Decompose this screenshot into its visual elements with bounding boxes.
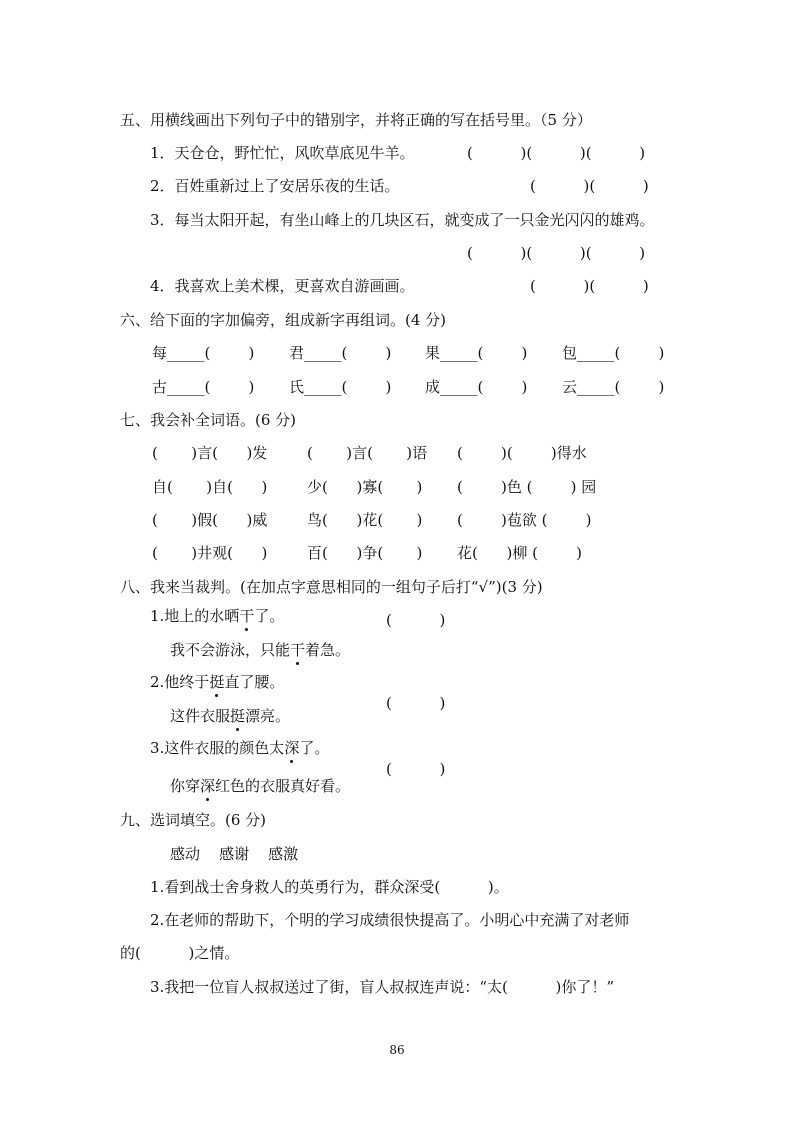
- sec8-group-1-answer[interactable]: ( ): [386, 611, 446, 629]
- sec7-idiom: 少( )寡( ): [307, 478, 423, 496]
- sec6-item: 成_____( ): [425, 378, 528, 396]
- sec5-question-2: 2．百姓重新过上了安居乐夜的生话。: [150, 177, 400, 195]
- sec6-item: 果_____( ): [425, 344, 528, 362]
- emphasis-dotted-char: 挺: [230, 707, 246, 725]
- sec9-question-2-continued: 的( )之情。: [120, 944, 240, 962]
- sec7-idiom: ( )假( )威: [152, 511, 268, 529]
- sec9-question-3: 3.我把一位盲人叔叔送过了街，盲人叔叔连声说：“太( )你了！”: [150, 978, 615, 996]
- section-7-title: 七、我会补全词语。(6 分): [120, 411, 297, 429]
- sec9-question-1: 1.看到战士舍身救人的英勇行为，群众深受( )。: [150, 878, 509, 896]
- sec7-idiom: ( )言( )发: [152, 444, 268, 462]
- section-8-title: 八、我来当裁判。(在加点字意思相同的一组句子后打“√”)(3 分): [120, 578, 543, 596]
- sec5-question-1: 1．天仓仓，野忙忙，风吹草底见牛羊。: [150, 144, 415, 162]
- emphasis-dotted-char: 干: [290, 641, 306, 659]
- sec9-question-2: 2.在老师的帮助下，个明的学习成绩很快提高了。小明心中充满了对老师: [150, 911, 630, 929]
- sec7-idiom: ( )色 ( ) 园: [457, 478, 597, 496]
- sec8-group-3-sentence-a: 3.这件衣服的颜色太深了。: [150, 739, 330, 757]
- sec9-word-bank: 感动 感谢 感激: [170, 845, 299, 863]
- sec8-group-3-answer[interactable]: ( ): [386, 760, 446, 778]
- sec7-idiom: ( )言( )语: [307, 444, 428, 462]
- section-5-title: 五、用横线画出下列句子中的错别字，并将正确的写在括号里。（5 分）: [120, 111, 592, 129]
- section-6-title: 六、给下面的字加偏旁，组成新字再组词。(4 分): [120, 311, 447, 329]
- emphasis-dotted-char: 深: [200, 777, 216, 795]
- sec6-item: 每_____( ): [152, 344, 255, 362]
- sec5-q2-answer-blanks[interactable]: ( )( ): [530, 177, 649, 195]
- sec6-item: 古_____( ): [152, 378, 255, 396]
- sec8-group-2-answer[interactable]: ( ): [386, 694, 446, 712]
- sec7-idiom: 花( )柳 ( ): [457, 544, 582, 562]
- sec5-q3-answer-blanks[interactable]: ( )( )( ): [467, 244, 646, 262]
- sec8-group-3-sentence-b: 你穿深红色的衣服真好看。: [170, 777, 351, 795]
- section-9-title: 九、选词填空。(6 分): [120, 811, 267, 829]
- sec5-q4-answer-blanks[interactable]: ( )( ): [530, 277, 649, 295]
- sec6-item: 云_____( ): [562, 378, 665, 396]
- emphasis-dotted-char: 挺: [209, 673, 225, 691]
- sec6-item: 君_____( ): [289, 344, 392, 362]
- sec5-q1-answer-blanks[interactable]: ( )( )( ): [467, 144, 646, 162]
- sec7-idiom: ( )苞欲 ( ): [457, 511, 592, 529]
- emphasis-dotted-char: 干: [239, 607, 255, 625]
- emphasis-dotted-char: 深: [284, 739, 300, 757]
- sec7-idiom: 百( )争( ): [307, 544, 423, 562]
- sec7-idiom: ( )( )得水: [457, 444, 587, 462]
- sec8-group-1-sentence-b: 我不会游泳，只能干着急。: [170, 641, 351, 659]
- sec7-idiom: 鸟( )花( ): [307, 511, 423, 529]
- sec7-idiom: 自( )自( ): [152, 478, 268, 496]
- page-number: 86: [389, 1043, 405, 1057]
- sec6-item: 氏_____( ): [289, 378, 392, 396]
- sec5-question-3: 3．每当太阳开起，有坐山峰上的几块区石，就变成了一只金光闪闪的雄鸡。: [150, 211, 655, 229]
- sec8-group-1-sentence-a: 1.地上的水晒干了。: [150, 607, 285, 625]
- sec8-group-2-sentence-b: 这件衣服挺漂亮。: [170, 707, 291, 725]
- sec7-idiom: ( )井观( ): [152, 544, 268, 562]
- sec8-group-2-sentence-a: 2.他终于挺直了腰。: [150, 673, 285, 691]
- sec6-item: 包_____( ): [562, 344, 665, 362]
- sec5-question-4: 4．我喜欢上美术棵，更喜欢自游画画。: [150, 277, 415, 295]
